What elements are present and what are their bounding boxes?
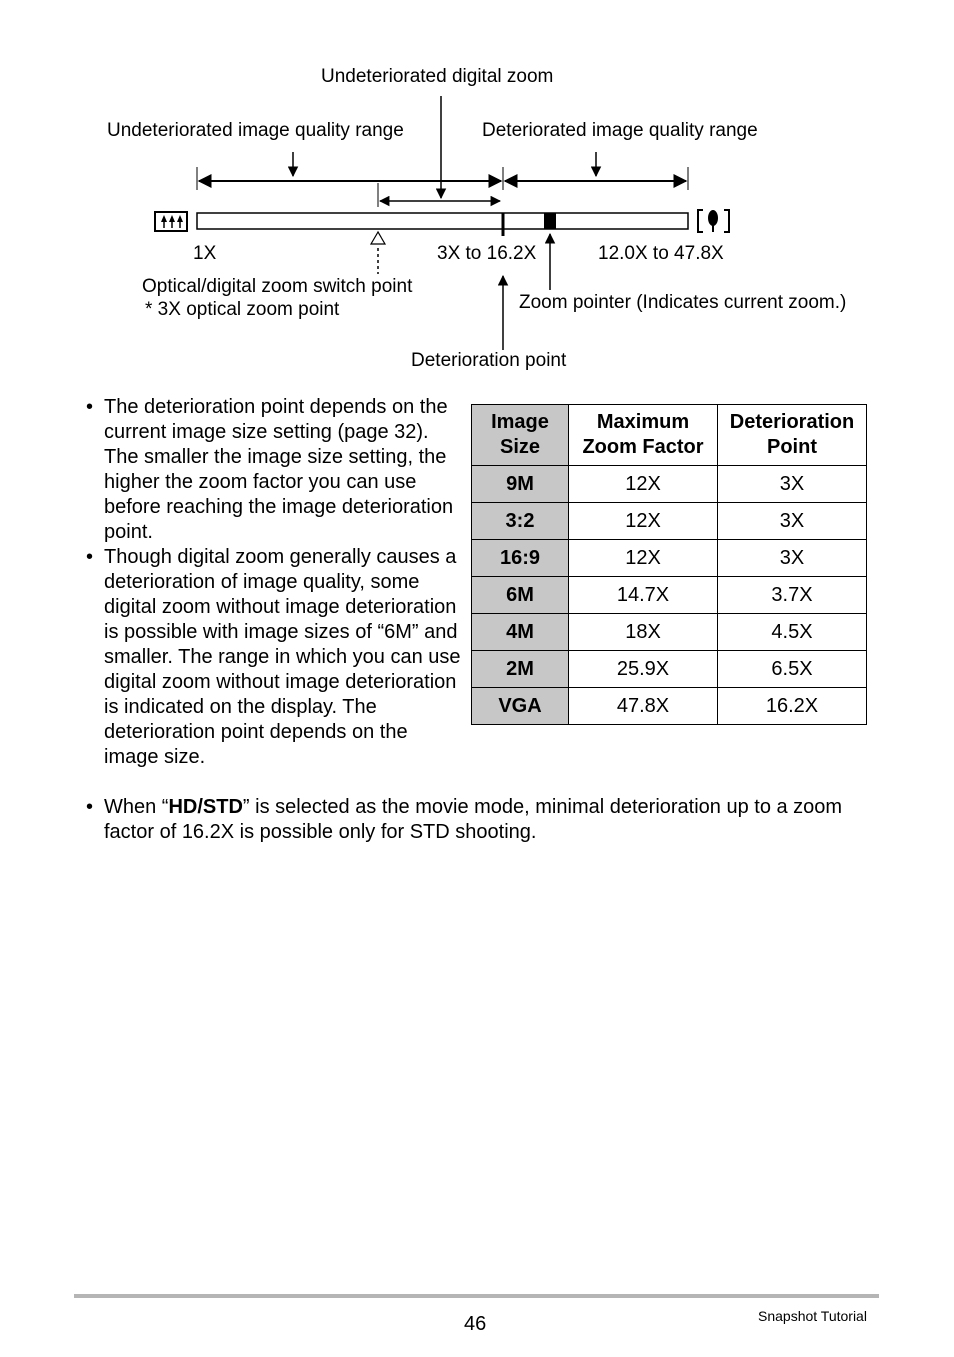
zoom-3x-16x-label: 3X to 16.2X xyxy=(437,243,537,264)
switch-point-triangle xyxy=(371,232,385,244)
deteriorated-range-label: Deteriorated image quality range xyxy=(482,120,758,141)
telephoto-tree-icon xyxy=(698,210,729,232)
zoom-12x-47x-label: 12.0X to 47.8X xyxy=(598,243,724,264)
undeteriorated-digital-zoom-label: Undeteriorated digital zoom xyxy=(321,66,554,87)
note-item-movie-mode: • When “HD/STD” is selected as the movie mode, minimal deterioration up to a zoom factor of 16.2X is possible only for STD shooting. xyxy=(86,795,884,845)
table-header-row xyxy=(472,405,867,466)
zoom-bar-diagram xyxy=(0,0,954,390)
notes-list xyxy=(86,395,466,770)
footer-rule xyxy=(74,1294,879,1298)
table-row: 3:2 12X 3X xyxy=(472,503,867,540)
table-row: 4M 18X 4.5X xyxy=(472,614,867,651)
switch-point-label: Optical/digital zoom switch point xyxy=(142,276,413,297)
zoom-factor-table xyxy=(471,404,867,725)
table-row: 2M 25.9X 6.5X xyxy=(472,651,867,688)
table-row: VGA 47.8X 16.2X xyxy=(472,688,867,725)
page-number: 46 xyxy=(464,1313,487,1335)
table-row: 16:9 12X 3X xyxy=(472,540,867,577)
movie-mode-name: HD/STD xyxy=(168,796,243,818)
header-max-zoom: Maximum Zoom Factor xyxy=(569,405,718,466)
undeteriorated-range-label: Undeteriorated image quality range xyxy=(107,120,404,141)
wide-angle-trees-icon xyxy=(155,212,187,231)
zoom-pointer xyxy=(544,213,556,229)
zoom-bar xyxy=(197,213,688,229)
note-item: • Though digital zoom generally causes a deterioration of image quality, some digital zoom without image deterioration is possible with image sizes of “6M” and smaller. The range in which you can use digital zoom without image deterioration is indicated on the display. The deterioration point depends on the image size. xyxy=(86,545,466,770)
note-item: • The deterioration point depends on the current image size setting (page 32). The smaller the image size setting, the higher the zoom factor you can use before reaching the image deterioration point. xyxy=(86,395,466,545)
deterioration-point-label: Deterioration point xyxy=(411,350,567,371)
header-deterioration-point: Deterioration Point xyxy=(718,405,867,466)
header-image-size: Image Size xyxy=(472,405,569,466)
zoom-1x-label: 1X xyxy=(193,243,217,264)
table-row: 6M 14.7X 3.7X xyxy=(472,577,867,614)
table-row: 9M 12X 3X xyxy=(472,466,867,503)
zoom-pointer-label: Zoom pointer (Indicates current zoom.) xyxy=(519,292,847,313)
section-title: Snapshot Tutorial xyxy=(758,1308,867,1324)
optical-zoom-point-label: * 3X optical zoom point xyxy=(145,299,340,320)
